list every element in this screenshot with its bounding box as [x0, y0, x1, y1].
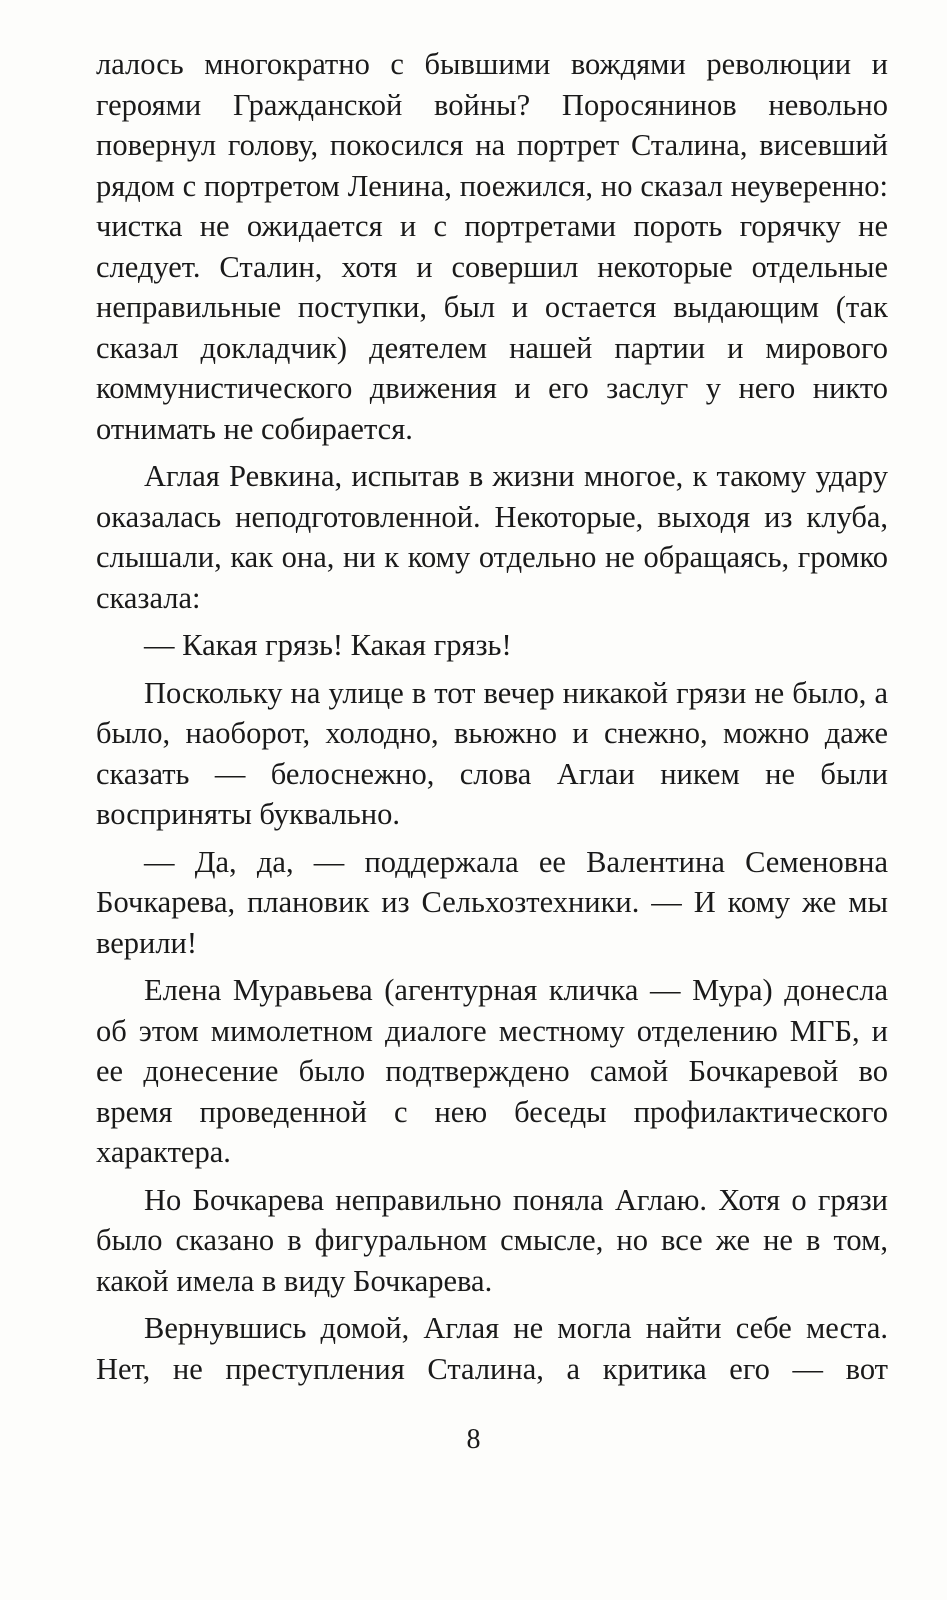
paragraph-2: Аглая Ревкина, испытав в жизни многое, к такому удару оказалась неподготовленной. Некоторые, выходя из клуба, слышали, как она, ни к кому отдельно не обращаясь, громко сказала: [96, 459, 888, 615]
paragraph-1: лалось многократно с бывшими вождями революции и героями Гражданской войны? Поросянинов невольно повернул голову, покосился на портрет Сталина, висевший рядом с портретом Ленина, поежился, но сказал неуверенно: чистка не ожидается и с портретами пороть горячку не следует. Сталин, хотя и совершил некоторые отдельные неправильные поступки, был и остается выдающим (так сказал докладчик) деятелем нашей партии и мирового коммунистического движения и его заслуг у него никто отнимать не собирается. [96, 47, 888, 446]
paragraph-3: — Какая грязь! Какая грязь! [144, 628, 512, 662]
paragraph-5: — Да, да, — поддержала ее Валентина Семеновна Бочкарева, плановик из Сельхозтехники. — И кому же мы верили! [96, 844, 888, 960]
paragraph-6: Елена Муравьева (агентурная кличка — Мура) донесла об этом мимолетном диалоге местному отделению МГБ, и ее донесение было подтверждено самой Бочкаревой во время проведенной с нею беседы профилактического характера. [96, 973, 888, 1169]
paragraph-8: Вернувшись домой, Аглая не могла найти себе места. Нет, не преступления Сталина, а критика его — вот [96, 1311, 888, 1386]
page-body [96, 44, 888, 1544]
paragraph-7: Но Бочкарева неправильно поняла Аглаю. Хотя о грязи было сказано в фигуральном смысле, но все же не в том, какой имела в виду Бочкарева. [96, 1182, 888, 1298]
page-number: 8 [466, 1424, 481, 1455]
paragraph-4: Поскольку на улице в тот вечер никакой грязи не было, а было, наоборот, холодно, вьюжно и снежно, можно даже сказать — белоснежно, слова Аглаи никем не были восприняты буквально. [96, 675, 888, 831]
